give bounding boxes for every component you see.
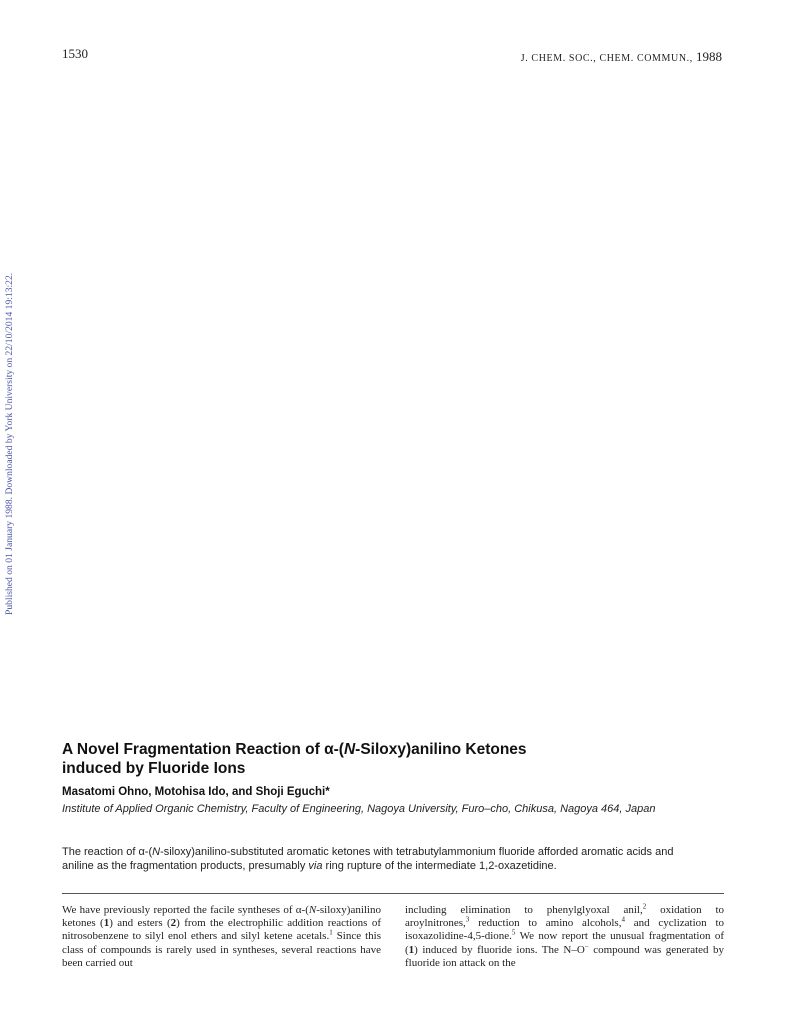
abstract-divider [62,893,724,894]
download-watermark-container [4,225,18,615]
article-affiliation: Institute of Applied Organic Chemistry, Faculty of Engineering, Nagoya University, Furo–cho, Chikusa, Nagoya 464, Japan [62,803,656,815]
reference-marker: 5 [511,928,516,937]
body-column-left: We have previously reported the facile syntheses of α-(N-siloxy)anilino ketones (1) and esters (2) from the electrophilic addition reactions of nitrosobenzene to silyl enol ethers and silyl ketene acetals.$^1$ Since this class of compounds is rarely used in syntheses, several reactions have been carried out [62,904,382,969]
reference-marker: 1 [329,928,333,937]
download-watermark: Published on 01 January 1988. Downloaded by York University on 22/10/2014 19:13:22. [4,272,15,615]
article-title: A Novel Fragmentation Reaction of α-(N-Siloxy)anilino Ketones induced by Fluoride Ions [62,741,527,777]
reference-marker: 3 [465,915,470,924]
page-number: 1530 [62,46,88,61]
reference-marker: 2 [642,902,647,911]
journal-name: J. CHEM. SOC., CHEM. COMMUN., [520,53,693,64]
reference-marker: 4 [621,915,625,924]
journal-header [521,49,722,65]
article-authors: Masatomi Ohno, Motohisa Ido, and Shoji Eguchi* [62,786,330,798]
article-abstract: The reaction of α-(N-siloxy)anilino-substituted aromatic ketones with tetrabutylammonium fluoride afforded aromatic acids and aniline as the fragmentation products, presumably via ring rupture of the intermediate 1,2-oxazetidine. [62,846,674,872]
body-column-right: including elimination to phenylglyoxal anil,$^2$ oxidation to aroylnitrones,$^3$ reduction to amino alcohols,$^4$ and cyclization to isoxazolidine-4,5-dione.$^5$ We now report the unusual fragmentation of (1) induced by fluoride ions. The N–O− compound was generated by fluoride ion attack on the [405,902,725,969]
journal-year: 1988 [696,49,722,64]
